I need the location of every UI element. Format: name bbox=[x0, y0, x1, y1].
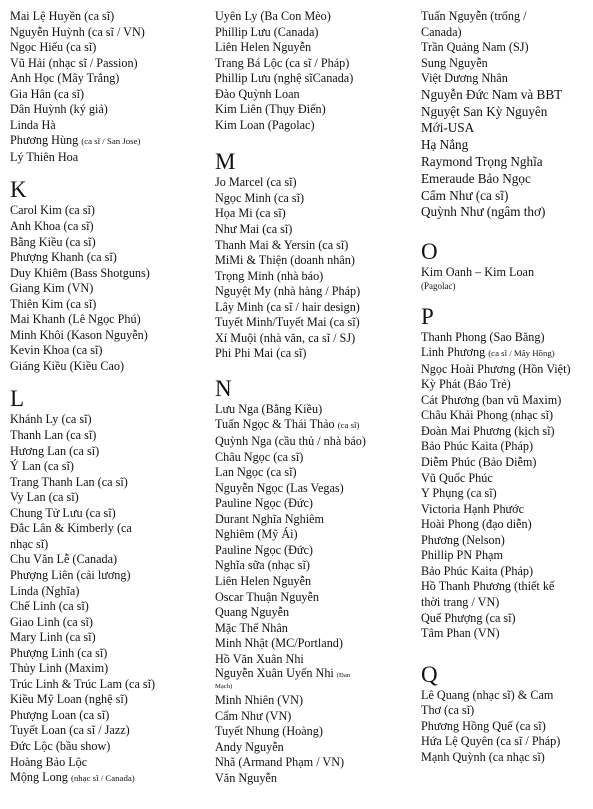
name-entry: Đào Quỳnh Loan bbox=[215, 86, 300, 101]
name-entry: Anh Khoa (ca sĩ) bbox=[10, 219, 94, 234]
name-entry: Thủy Linh (Maxim) bbox=[10, 661, 109, 676]
name-entry: Việt Dương Nhân bbox=[421, 71, 508, 86]
name-entry: Ngọc Hiếu (ca sĩ) bbox=[10, 40, 97, 55]
name-entry: Mặc Thế Nhân bbox=[215, 620, 288, 635]
name-entry: Trang Bá Lộc (ca sĩ / Pháp) bbox=[215, 55, 350, 70]
name-entry: Nhã (Armand Phạm / VN) bbox=[215, 755, 345, 770]
entry-note: (ca sĩ / San Jose) bbox=[81, 136, 141, 147]
entry-note-continued: Mạch) bbox=[215, 683, 233, 691]
name-entry: Uyên Ly (Ba Con Mèo) bbox=[215, 9, 331, 23]
name-entry: Jo Marcel (ca sĩ) bbox=[215, 175, 297, 190]
name-entry: Phương Hồng Quế (ca sĩ) bbox=[421, 718, 546, 733]
name-entry bbox=[215, 417, 415, 434]
name-entry: Phillip PN Phạm bbox=[421, 548, 503, 563]
section-q-list bbox=[421, 688, 589, 766]
name-entry: Duy Khiêm (Bass Shotguns) bbox=[10, 265, 150, 280]
name-entry bbox=[10, 770, 208, 787]
name-entry-continued: Thơ (ca sĩ) bbox=[421, 703, 475, 718]
entry-name: Mộng Long bbox=[10, 770, 71, 785]
name-entry: Quỳnh Nga (cầu thủ / nhà báo) bbox=[215, 434, 366, 449]
name-entry: Mai Lệ Huyền (ca sĩ) bbox=[10, 9, 115, 23]
name-entry: Thiên Kim (ca sĩ) bbox=[10, 296, 97, 311]
entry-name: Phương Hùng bbox=[10, 133, 82, 148]
section-l-list bbox=[10, 412, 208, 786]
name-entry: Ngọc Hoài Phương (Hồn Việt) bbox=[421, 361, 571, 376]
name-entry: Lan Ngọc (ca sĩ) bbox=[215, 465, 297, 480]
name-entry: Bằng Kiều (ca sĩ) bbox=[10, 234, 96, 249]
name-entry: Andy Nguyễn bbox=[215, 739, 284, 754]
name-entry: Carol Kim (ca sĩ) bbox=[10, 203, 95, 218]
name-entry: Trần Quảng Nam (SJ) bbox=[421, 40, 529, 55]
name-entry-continued: thời trang / VN) bbox=[421, 594, 500, 609]
name-entry: Trúc Linh & Trúc Lam (ca sĩ) bbox=[10, 676, 156, 691]
name-entry: Nguyễn Huỳnh (ca sĩ / VN) bbox=[10, 24, 145, 39]
entry-note: (ca sĩ / Mây Hồng) bbox=[488, 348, 555, 359]
name-entry: Nguyệt My (nhà hàng / Pháp) bbox=[215, 284, 361, 299]
name-entry: Pauline Ngọc (Đức) bbox=[215, 496, 313, 511]
section-n-list bbox=[215, 402, 415, 787]
name-entry: Vy Lan (ca sĩ) bbox=[10, 490, 79, 505]
name-entry: Cẩm Như (ca sĩ) bbox=[421, 187, 509, 203]
name-entry: Cẩm Như (VN) bbox=[215, 708, 292, 723]
name-entry: Châu Ngọc (ca sĩ) bbox=[215, 449, 304, 464]
name-entry: Đức Lộc (bầu show) bbox=[10, 738, 111, 753]
name-entry: Liên Helen Nguyễn bbox=[215, 573, 312, 588]
name-entry: Ý Lan (ca sĩ) bbox=[10, 459, 74, 474]
name-entry: Lý Thiên Hoa bbox=[10, 149, 79, 164]
name-entry: Lưu Nga (Bằng Kiều) bbox=[215, 401, 323, 416]
name-entry: Mai Khanh (Lê Ngọc Phú) bbox=[10, 312, 141, 327]
name-entry-continued: nhạc sĩ) bbox=[10, 536, 49, 551]
name-entry: Phương (Nelson) bbox=[421, 532, 505, 547]
name-entry: Châu Khải Phong (nhạc sĩ) bbox=[421, 408, 554, 423]
name-entry: Sung Nguyễn bbox=[421, 55, 488, 70]
col2-top-group bbox=[215, 9, 415, 133]
name-entry: Đoàn Mai Phương (kịch sĩ) bbox=[421, 423, 555, 438]
name-entry: Phillip Lưu (Canada) bbox=[215, 24, 319, 39]
name-entry: Thanh Phong (Sao Băng) bbox=[421, 329, 545, 344]
name-entry: Giao Linh (ca sĩ) bbox=[10, 614, 93, 629]
name-entry: Tuyết Minh/Tuyết Mai (ca sĩ) bbox=[215, 315, 360, 330]
name-entry: Minh Nhật (MC/Portland) bbox=[215, 636, 343, 651]
name-entry: Nguyễn Ngọc (Las Vegas) bbox=[215, 480, 344, 495]
name-entry: Tuyết Loan (ca sĩ / Jazz) bbox=[10, 723, 130, 738]
section-letter-o: O bbox=[421, 239, 438, 265]
name-entry: Xí Muội (nhà văn, ca sĩ / SJ) bbox=[215, 330, 356, 345]
name-entry: Kim Loan (Pagolac) bbox=[215, 117, 315, 132]
name-entry: Diễm Phúc (Bảo Diễm) bbox=[421, 455, 537, 470]
name-entry: Như Mai (ca sĩ) bbox=[215, 222, 293, 237]
name-entry: Quỳnh Như (ngâm thơ) bbox=[421, 204, 546, 220]
name-entry: Nguyễn Đức Nam và BBT bbox=[421, 86, 563, 102]
name-entry: Lây Minh (ca sĩ / hair design) bbox=[215, 299, 360, 314]
name-entry: MiMi & Thiện (doanh nhân) bbox=[215, 253, 355, 268]
section-o-list bbox=[421, 265, 589, 292]
name-entry: Nguyệt San Kỳ Nguyên bbox=[421, 103, 548, 119]
col1-top-group bbox=[10, 9, 208, 165]
name-entry: Thanh Lan (ca sĩ) bbox=[10, 428, 97, 443]
entry-name: Tuấn Ngọc & Thái Thảo bbox=[215, 417, 338, 432]
name-entry: Vũ Quốc Phúc bbox=[421, 470, 493, 485]
section-letter-l: L bbox=[10, 386, 25, 412]
name-entry: Hương Lan (ca sĩ) bbox=[10, 443, 100, 458]
name-entry: Phượng Loan (ca sĩ) bbox=[10, 707, 110, 722]
name-entry: Y Phụng (ca sĩ) bbox=[421, 486, 497, 501]
name-entry: Kim Oanh – Kim Loan bbox=[421, 265, 535, 280]
section-letter-m: M bbox=[215, 149, 236, 175]
name-entry: Linda Hà bbox=[10, 117, 56, 132]
entry-note: (Pagolac) bbox=[421, 280, 456, 291]
name-entry: Trang Thanh Lan (ca sĩ) bbox=[10, 474, 128, 489]
name-entry: Khánh Ly (ca sĩ) bbox=[10, 412, 92, 427]
name-entry: Mary Linh (ca sĩ) bbox=[10, 630, 96, 645]
name-entry: Tuấn Nguyễn (trống / bbox=[421, 9, 527, 23]
section-letter-n: N bbox=[215, 375, 232, 401]
entry-note: (nhạc sĩ / Canada) bbox=[70, 773, 135, 784]
name-entry: Phượng Liên (cải lương) bbox=[10, 567, 131, 582]
section-letter-p: P bbox=[421, 303, 434, 329]
name-entry: Liên Helen Nguyễn bbox=[215, 40, 312, 55]
name-entry: Victoria Hạnh Phước bbox=[421, 501, 525, 516]
name-entry: Bảo Phúc Kaita (Pháp) bbox=[421, 563, 534, 578]
name-entry: Durant Nghĩa Nghiêm bbox=[215, 511, 324, 526]
name-entry: Quế Phượng (ca sĩ) bbox=[421, 610, 516, 625]
section-k-list bbox=[10, 203, 208, 374]
name-entry: Hồ Thanh Phương (thiết kế bbox=[421, 579, 555, 594]
name-entry: Anh Học (Mây Trắng) bbox=[10, 71, 120, 86]
name-entry-continued: Canada) bbox=[421, 24, 462, 39]
column-1 bbox=[10, 9, 208, 787]
name-entry bbox=[215, 667, 415, 682]
entry-note: (ca sĩ) bbox=[337, 420, 360, 431]
name-entry: Hạ Nắng bbox=[421, 137, 469, 153]
name-entry: Lê Quang (nhạc sĩ) & Cam bbox=[421, 687, 554, 702]
name-entry: Chu Văn Lễ (Canada) bbox=[10, 552, 118, 567]
name-entry: Tâm Phan (VN) bbox=[421, 626, 500, 641]
name-entry: Phượng Khanh (ca sĩ) bbox=[10, 250, 117, 265]
name-entry: Nghiêm (Mỹ Ái) bbox=[215, 527, 298, 542]
name-entry: Kevin Khoa (ca sĩ) bbox=[10, 343, 103, 358]
name-entry bbox=[10, 133, 208, 150]
entry-name: Linh Phương bbox=[421, 345, 489, 360]
name-entry: Minh Nhiên (VN) bbox=[215, 693, 304, 708]
name-entry: Họa Mi (ca sĩ) bbox=[215, 206, 286, 221]
name-entry bbox=[421, 345, 589, 362]
name-entry: Thanh Mai & Yersin (ca sĩ) bbox=[215, 237, 349, 252]
name-entry: Phi Phi Mai (ca sĩ) bbox=[215, 346, 307, 361]
name-entry: Dân Huỳnh (ký giả) bbox=[10, 102, 108, 117]
section-p-list bbox=[421, 330, 589, 642]
name-entry: Phượng Linh (ca sĩ) bbox=[10, 645, 108, 660]
section-letter-k: K bbox=[10, 177, 27, 203]
name-entry: Oscar Thuận Nguyễn bbox=[215, 589, 320, 604]
name-entry: Trọng Minh (nhà báo) bbox=[215, 268, 324, 283]
name-entry: Linda (Nghĩa) bbox=[10, 583, 80, 598]
name-entry: Kỳ Phát (Báo Trẻ) bbox=[421, 377, 511, 392]
name-entry: Hoàng Bảo Lộc bbox=[10, 754, 88, 769]
column-2 bbox=[215, 9, 415, 787]
section-letter-q: Q bbox=[421, 661, 438, 687]
name-entry: Hứa Lệ Quyên (ca sĩ / Pháp) bbox=[421, 734, 561, 749]
name-entry: Phillip Lưu (nghệ sĩCanada) bbox=[215, 71, 354, 86]
name-entry: Minh Khôi (Kason Nguyễn) bbox=[10, 327, 148, 342]
name-entry: Giang Kim (VN) bbox=[10, 281, 94, 296]
name-entry: Đắc Lân & Kimberly (ca bbox=[10, 521, 132, 536]
name-entry: Cát Phương (ban vũ Maxim) bbox=[421, 392, 562, 407]
entry-note: (Đan bbox=[336, 672, 351, 680]
name-entry: Nghĩa sữa (nhạc sĩ) bbox=[215, 558, 310, 573]
name-entry: Ngọc Minh (ca sĩ) bbox=[215, 190, 305, 205]
col3-top-group bbox=[421, 9, 589, 221]
name-entry: Pauline Ngọc (Đức) bbox=[215, 542, 313, 557]
name-entry: Mạnh Quỳnh (ca nhạc sĩ) bbox=[421, 749, 545, 764]
name-entry: Vũ Hải (nhạc sĩ / Passion) bbox=[10, 55, 138, 70]
entry-name: Nguyễn Xuân Uyển Nhi bbox=[215, 666, 337, 681]
name-entry: Giáng Kiều (Kiều Cao) bbox=[10, 358, 125, 373]
name-entry: Chung Tử Lưu (ca sĩ) bbox=[10, 505, 116, 520]
column-3 bbox=[421, 9, 589, 765]
name-entry: Gia Hân (ca sĩ) bbox=[10, 86, 85, 101]
name-entry: Emeraude Bảo Ngọc bbox=[421, 170, 531, 186]
name-entry: Raymond Trọng Nghĩa bbox=[421, 153, 543, 169]
name-entry-continued: Mới-USA bbox=[421, 120, 475, 136]
name-entry: Kiều Mỹ Loan (nghệ sĩ) bbox=[10, 692, 128, 707]
name-entry: Quang Nguyễn bbox=[215, 605, 290, 620]
name-entry: Bảo Phúc Kaita (Pháp) bbox=[421, 439, 534, 454]
name-entry: Chế Linh (ca sĩ) bbox=[10, 599, 89, 614]
name-entry: Văn Nguyễn bbox=[215, 770, 277, 785]
section-m-list bbox=[215, 175, 415, 362]
name-entry: Tuyết Nhung (Hoàng) bbox=[215, 724, 323, 739]
name-entry: Hoài Phong (đạo diễn) bbox=[421, 517, 532, 532]
name-entry: Hồ Văn Xuân Nhi bbox=[215, 651, 304, 666]
name-entry: Kim Liên (Thụy Điển) bbox=[215, 102, 326, 117]
